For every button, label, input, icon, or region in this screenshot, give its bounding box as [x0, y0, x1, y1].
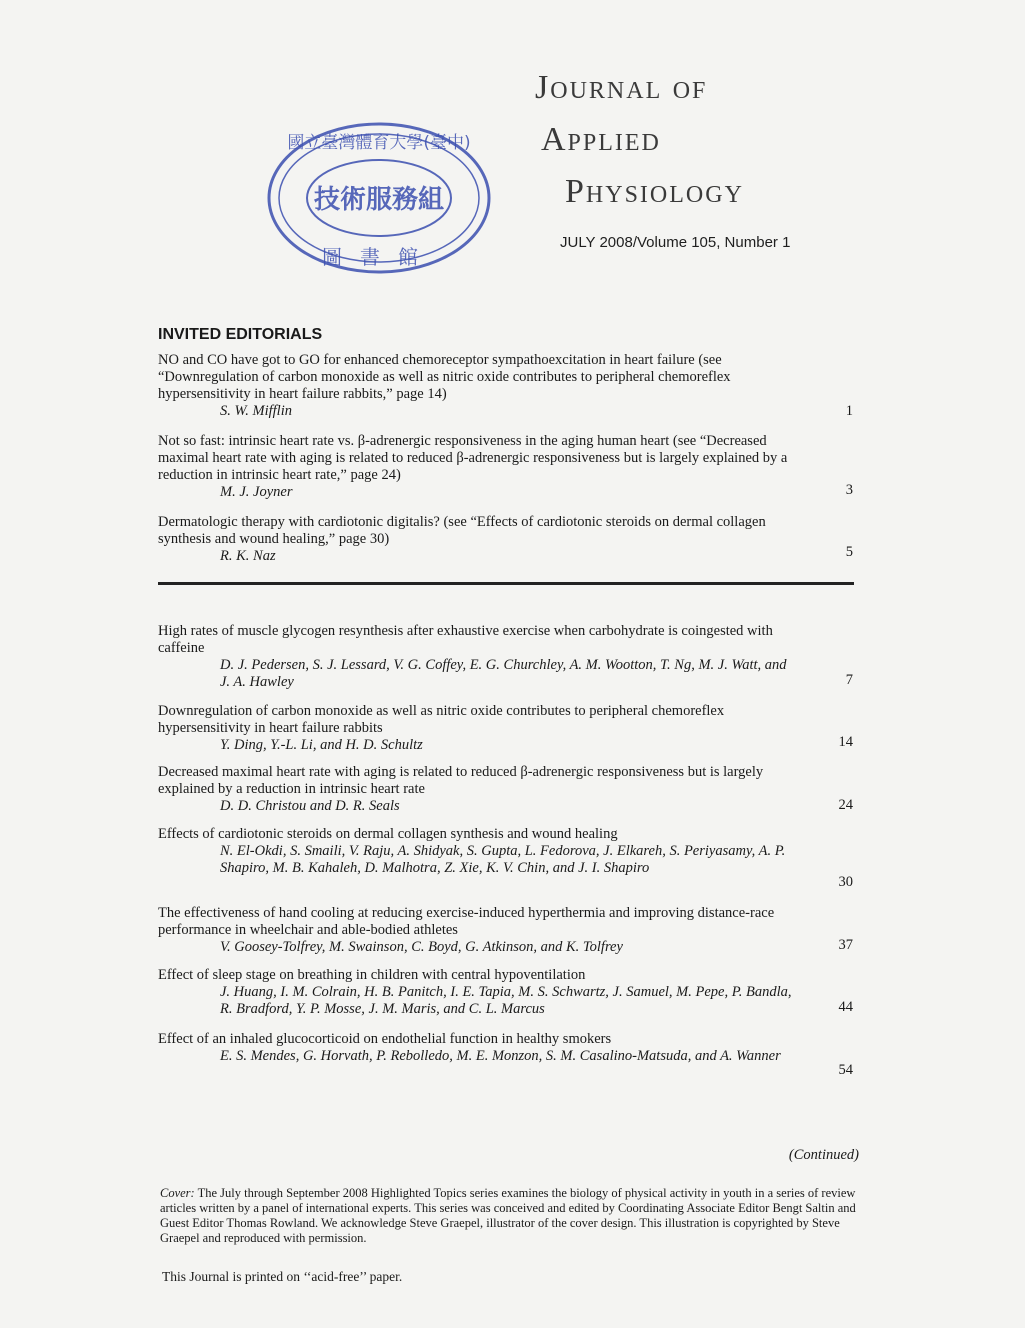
entry-title: NO and CO have got to GO for enhanced chemoreceptor sympathoexcitation in heart failure (see “Downregulation of carbon monoxide as well as nitric oxide contributes to peripheral chemoreflex hypersensitivity in heart failure rabbits,” page 14)	[158, 352, 731, 402]
entry-title: Downregulation of carbon monoxide as well as nitric oxide contributes to peripheral chemoreflex hypersensitivity in heart failure rabbits	[158, 703, 725, 736]
entry-page-number: 3	[845, 482, 853, 498]
article-entry[interactable]	[158, 623, 798, 691]
entry-page-number: 7	[845, 672, 853, 688]
cover-description	[160, 1186, 860, 1246]
entry-title: Effects of cardiotonic steroids on dermal collagen synthesis and wound healing	[158, 826, 618, 842]
entry-page-number: 1	[845, 403, 853, 419]
issue-info: JULY 2008/Volume 105, Number 1	[560, 234, 791, 251]
article-entry[interactable]	[158, 826, 798, 877]
journal-title-line-3: Physiology	[565, 173, 744, 210]
entry-title: Decreased maximal heart rate with aging is related to reduced β-adrenergic responsiveness but is largely explained by a reduction in intrinsic heart rate	[158, 764, 764, 797]
continued-note: (Continued)	[788, 1147, 859, 1163]
cover-label: Cover:	[160, 1186, 195, 1200]
entry-authors: D. J. Pedersen, S. J. Lessard, V. G. Coffey, E. G. Churchley, A. M. Wootton, T. Ng, M. J. Watt, and J. A. Hawley	[220, 657, 787, 690]
stamp-center-text: 技術服務組	[313, 185, 445, 215]
entry-title: The effectiveness of hand cooling at reducing exercise-induced hyperthermia and improving distance-race performance in wheelchair and able-bodied athletes	[158, 905, 775, 938]
article-entry[interactable]	[158, 764, 798, 815]
article-entry[interactable]	[158, 1031, 798, 1065]
journal-title	[535, 62, 865, 218]
library-stamp	[264, 118, 494, 278]
entry-authors: S. W. Mifflin	[220, 403, 292, 419]
entry-title: Not so fast: intrinsic heart rate vs. β-adrenergic responsiveness in the aging human heart (see “Decreased maximal heart rate with aging is related to reduced β-adrenergic responsiveness but is largely explained by a reduction in intrinsic heart rate,” page 24)	[158, 433, 788, 483]
section-divider	[158, 582, 854, 585]
section-heading: INVITED EDITORIALS	[158, 326, 323, 343]
acid-free-note: This Journal is printed on ‘‘acid-free’’ paper.	[162, 1269, 403, 1284]
entry-page-number: 24	[838, 797, 853, 813]
cover-text: The July through September 2008 Highlighted Topics series examines the biology of physical activity in youth in a series of review articles written by a panel of international experts. This series was conceived and edited by Coordinating Associate Editor Bengt Saltin and Guest Editor Thomas Rowland. We acknowledge Steve Graepel, illustrator of the cover design. This illustration is copyrighted by Steve Graepel and reproduced with permission.	[160, 1186, 856, 1245]
journal-title-line-1: Journal of	[535, 69, 708, 106]
article-entry[interactable]	[158, 967, 798, 1018]
entry-authors: E. S. Mendes, G. Horvath, P. Rebolledo, M. E. Monzon, S. M. Casalino-Matsuda, and A. Wanner	[220, 1048, 781, 1064]
entry-authors: N. El-Okdi, S. Smaili, V. Raju, A. Shidyak, S. Gupta, L. Fedorova, J. Elkareh, S. Periyasamy, A. P. Shapiro, M. B. Kahaleh, D. Malhotra, Z. Xie, K. V. Chin, and J. I. Shapiro	[220, 843, 786, 876]
entry-title: Effect of an inhaled glucocorticoid on endothelial function in healthy smokers	[158, 1031, 612, 1047]
entry-authors: V. Goosey-Tolfrey, M. Swainson, C. Boyd, G. Atkinson, and K. Tolfrey	[220, 939, 623, 955]
entry-page-number: 14	[838, 734, 853, 750]
entry-authors: J. Huang, I. M. Colrain, H. B. Panitch, I. E. Tapia, M. S. Schwartz, J. Samuel, M. Pepe, P. Bandla, R. Bradford, Y. P. Mosse, J. M. Maris, and C. L. Marcus	[220, 984, 792, 1017]
entry-page-number: 54	[838, 1062, 853, 1078]
entry-page-number: 30	[838, 874, 853, 890]
entry-page-number: 37	[838, 937, 853, 953]
entry-page-number: 44	[838, 999, 853, 1015]
stamp-top-text: 國立臺灣體育大學(臺中)	[287, 133, 471, 153]
entry-authors: M. J. Joyner	[220, 484, 293, 500]
entry-title: Dermatologic therapy with cardiotonic digitalis? (see “Effects of cardiotonic steroids on dermal collagen synthesis and wound healing,” page 30)	[158, 514, 766, 547]
entry-page-number: 5	[845, 544, 853, 560]
editorial-entry[interactable]	[158, 352, 798, 420]
article-entry[interactable]	[158, 703, 798, 754]
editorial-entry[interactable]	[158, 514, 798, 565]
stamp-bottom-text: 圖書館	[322, 245, 436, 269]
entry-authors: D. D. Christou and D. R. Seals	[220, 798, 400, 814]
editorial-entry[interactable]	[158, 433, 798, 501]
journal-title-line-2: Applied	[541, 121, 661, 158]
entry-title: High rates of muscle glycogen resynthesis after exhaustive exercise when carbohydrate is coingested with caffeine	[158, 623, 773, 656]
entry-authors: R. K. Naz	[220, 548, 276, 564]
entry-title: Effect of sleep stage on breathing in children with central hypoventilation	[158, 967, 586, 983]
entry-authors: Y. Ding, Y.-L. Li, and H. D. Schultz	[220, 737, 423, 753]
article-entry[interactable]	[158, 905, 798, 956]
